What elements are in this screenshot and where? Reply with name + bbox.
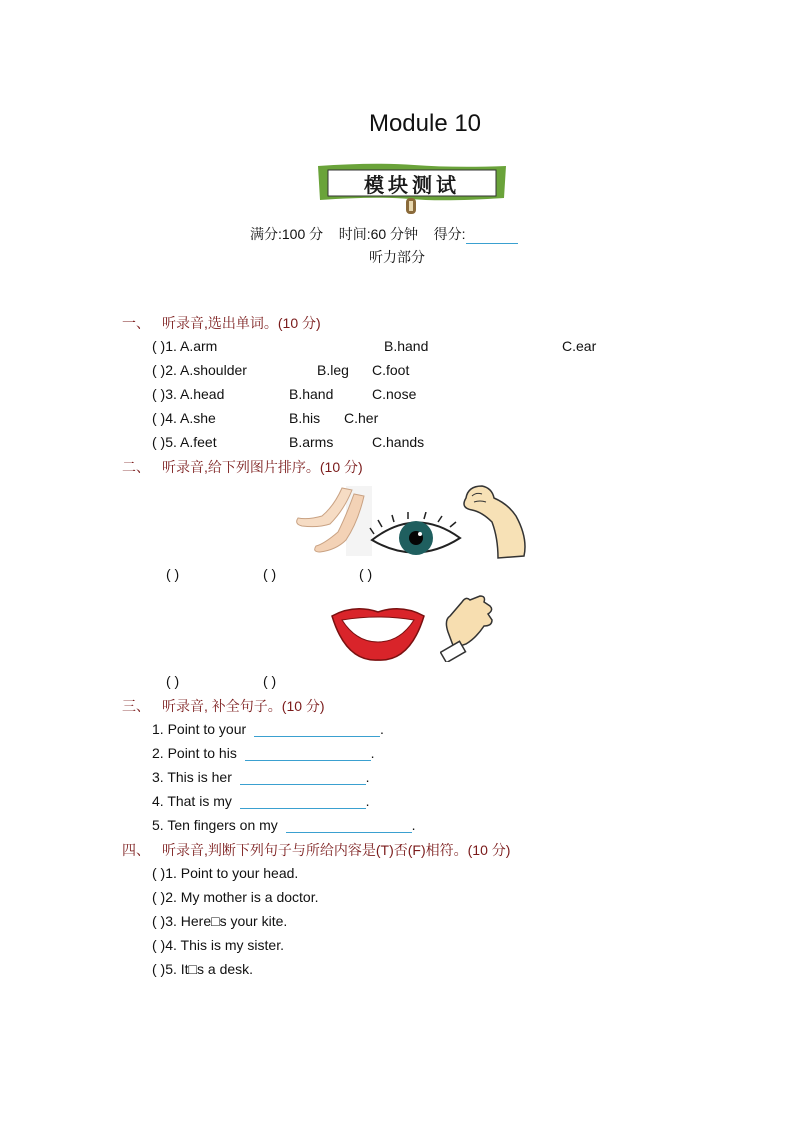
score-blank[interactable] [466,229,518,244]
s1-q2-b: B.leg [317,362,349,378]
section-4-heading [122,840,510,860]
s3-q4-text: 4. That is my [152,793,232,809]
section-2-text: 听录音,给下列图片排序。(10 分) [162,459,363,475]
section-3-heading [122,696,325,716]
s4-q5: ( )5. It□s a desk. [152,961,254,977]
s4-q4: ( )4. This is my sister. [152,937,284,953]
s1-q3-c: C.nose [372,386,417,402]
s2-paren-1[interactable]: ( ) [166,566,180,582]
s4-q2: ( )2. My mother is a doctor. [152,889,319,905]
s3-q1-text: 1. Point to your [152,721,247,737]
s2-paren-3[interactable]: ( ) [359,566,373,582]
section-3-text: 听录音, 补全句子。(10 分) [162,698,325,714]
s3-q2-blank[interactable] [245,746,371,761]
s1-q1: ( )1. A.arm [152,338,218,354]
score-line [250,224,518,244]
s1-q2-c: C.foot [372,362,410,378]
s1-q2: ( )2. A.shoulder [152,362,247,378]
s1-q4: ( )4. A.she [152,410,216,426]
s3-q4 [152,793,370,809]
s3-q5 [152,817,415,833]
section-2-number: 二、 [122,459,150,475]
s3-q3 [152,769,370,785]
hand-picture [440,592,496,665]
s2-paren-5[interactable]: ( ) [263,673,277,689]
s3-q5-blank[interactable] [286,818,412,833]
s3-q2-end: . [370,745,375,761]
s1-q3-b: B.hand [289,386,334,402]
section-4-text: 听录音,判断下列句子与所给内容是(T)否(F)相符。(10 分) [162,842,511,858]
section-1-heading [122,313,321,333]
feet-picture [294,486,372,559]
s1-q5-c: C.hands [372,434,425,450]
score-label: 得分: [433,226,466,242]
s2-paren-2[interactable]: ( ) [263,566,277,582]
eye-icon [368,512,464,562]
s1-q4-c: C.her [344,410,379,426]
section-3-number: 三、 [122,698,150,714]
s1-q5: ( )5. A.feet [152,434,217,450]
s3-q2-text: 2. Point to his [152,745,237,761]
module-test-banner [314,160,510,218]
page-title: Module 10 [368,110,482,137]
s1-q1-c: C.ear [562,338,597,354]
s3-q1 [152,721,384,737]
s4-q3: ( )3. Here□s your kite. [152,913,288,929]
s3-q5-text: 5. Ten fingers on my [152,817,278,833]
time-limit: 时间:60 分钟 [338,226,419,242]
section-4-number: 四、 [122,842,150,858]
listening-part-label: 听力部分 [369,249,425,265]
s3-q3-end: . [365,769,370,785]
section-2-heading [122,457,363,477]
arm-icon [458,482,530,560]
s1-q5-b: B.arms [289,434,334,450]
hand-icon [440,592,496,662]
banner-text: 模块测试 [364,173,460,197]
full-score: 满分:100 分 [250,226,324,242]
s1-q3: ( )3. A.head [152,386,225,402]
section-1-number: 一、 [122,315,150,331]
s3-q2 [152,745,375,761]
s1-q1-b: B.hand [384,338,429,354]
s3-q4-end: . [365,793,370,809]
feet-icon [294,486,372,556]
s4-q1: ( )1. Point to your head. [152,865,299,881]
s3-q1-blank[interactable] [254,722,380,737]
mouth-picture [330,604,426,665]
s1-q4-b: B.his [289,410,321,426]
s3-q5-end: . [411,817,416,833]
s3-q3-blank[interactable] [240,770,366,785]
s3-q3-text: 3. This is her [152,769,232,785]
s3-q4-blank[interactable] [240,794,366,809]
s2-paren-4[interactable]: ( ) [166,673,180,689]
mouth-icon [330,604,426,662]
s3-q1-end: . [379,721,384,737]
eye-picture [368,512,464,565]
arm-picture [458,482,530,563]
section-1-text: 听录音,选出单词。(10 分) [162,315,321,331]
